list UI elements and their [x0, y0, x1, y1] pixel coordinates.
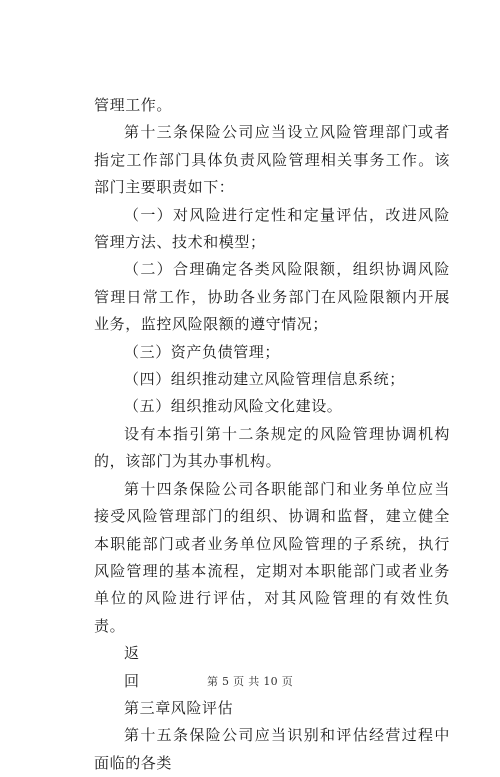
paragraph: （五）组织推动风险文化建设。: [124, 397, 343, 416]
paragraph: （三）资产负债管理；: [124, 342, 281, 361]
paragraph: （四）组织推动建立风险管理信息系统；: [124, 370, 405, 389]
paragraph: 返: [124, 644, 140, 663]
paragraph: （二）合理确定各类风险限额，组织协调风险管理日常工作，协助各业务部门在风险限额内开展业务，监控风险限额的遵守情况；: [94, 260, 450, 334]
paragraph: 第十五条保险公司应当识别和评估经营过程中面临的各类: [94, 726, 450, 772]
page-footer: 第 5 页 共 10 页: [206, 675, 294, 688]
paragraph: 第十四条保险公司各职能部门和业务单位应当接受风险管理部门的组织、协调和监督，建立健全本职能部门或者业务单位风险管理的子系统，执行风险管理的基本流程，定期对本职能部门或者业务单位的风险进行评估，对其风险管理的有效性负责。: [94, 479, 450, 635]
chapter-heading: 第三章风险评估: [124, 698, 234, 717]
paragraph: 回: [124, 671, 140, 690]
paragraph: 管理工作。: [94, 96, 173, 114]
paragraph: 设有本指引第十二条规定的风险管理协调机构的，该部门为其办事机构。: [94, 424, 450, 471]
paragraph: 第十三条保险公司应当设立风险管理部门或者指定工作部门具体负责风险管理相关事务工作。该部门主要职责如下：: [94, 123, 450, 197]
paragraph: （一）对风险进行定性和定量评估，改进风险管理方法、技术和模型；: [94, 205, 450, 252]
